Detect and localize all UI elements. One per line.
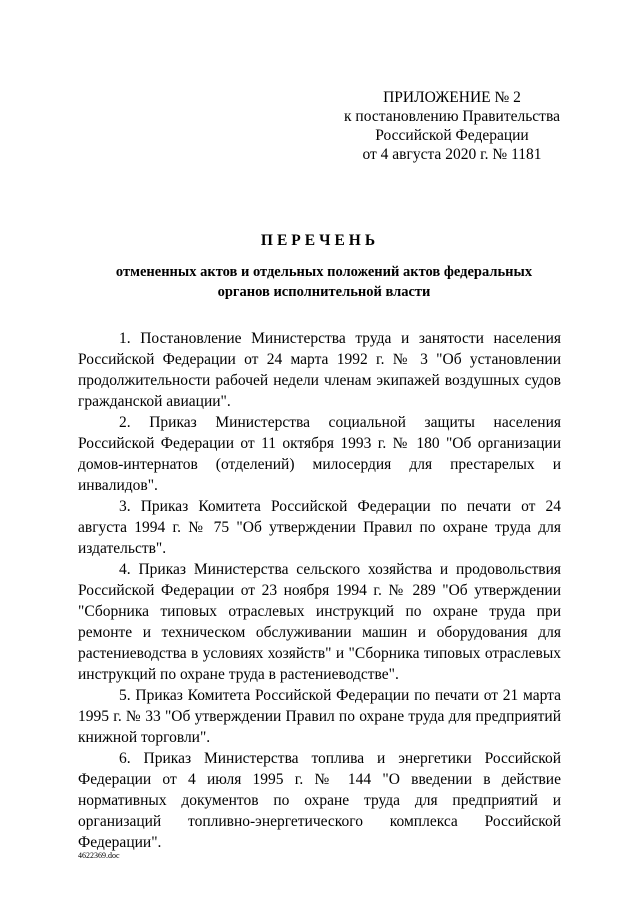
item-text: Приказ Комитета Российской Федерации по печати от 24 августа 1994 г. № 75 "Об утверждении Правил по охране труда для издательств". xyxy=(78,498,561,557)
list-item xyxy=(78,748,561,853)
appendix-header xyxy=(332,88,572,164)
item-number: 6. xyxy=(119,750,131,767)
list-item xyxy=(78,328,561,412)
item-text: Приказ Комитета Российской Федерации по печати от 21 марта 1995 г. № 33 "Об утверждении Правил по охране труда для предприятий книжной торговли". xyxy=(78,687,562,746)
document-body xyxy=(78,328,561,853)
list-item xyxy=(78,685,561,748)
list-item xyxy=(78,412,561,496)
item-number: 5. xyxy=(119,687,131,704)
list-item xyxy=(78,496,561,559)
item-number: 2. xyxy=(119,414,131,431)
appendix-date-number: от 4 августа 2020 г. № 1181 xyxy=(362,146,542,163)
item-text: Постановление Министерства труда и занятости населения Российской Федерации от 24 марта 1992 г. № 3 "Об установлении продолжительности рабочей недели членам экипажей воздушных судов гражданской авиации". xyxy=(78,330,562,410)
item-text: Приказ Министерства социальной защиты населения Российской Федерации от 11 октября 1993 г. № 180 "Об организации домов-интернатов (отделений) милосердия для престарелых и инвалидов". xyxy=(78,414,562,494)
list-item xyxy=(78,559,561,685)
file-name-footer: 4622369.doc xyxy=(78,851,120,860)
appendix-resolution-ref: к постановлению Правительства xyxy=(344,108,560,125)
item-number: 4. xyxy=(119,561,131,578)
appendix-government: Российской Федерации xyxy=(375,127,529,144)
item-number: 3. xyxy=(119,498,131,515)
document-subtitle: отмененных актов и отдельных положений актов федеральных органов исполнительной власти xyxy=(115,264,533,300)
item-text: Приказ Министерства топлива и энергетики Российской Федерации от 4 июля 1995 г. № 144 "О введении в действие нормативных документов по охране труда для предприятий и организаций топливно-энергетического комплекса Российской Федерации". xyxy=(78,750,561,851)
document-title: ПЕРЕЧЕНЬ xyxy=(260,232,380,249)
item-number: 1. xyxy=(119,330,131,347)
item-text: Приказ Министерства сельского хозяйства и продовольствия Российской Федерации от 23 ноября 1994 г. № 289 "Об утверждении "Сборника типовых отраслевых инструкций по охране труда при ремонте и техническом обслуживании машин и оборудования для растениеводства в условиях хозяйств" и "Сборника типовых отраслевых инструкций по охране труда в растениеводстве". xyxy=(78,561,561,683)
appendix-number: ПРИЛОЖЕНИЕ № 2 xyxy=(383,89,521,106)
